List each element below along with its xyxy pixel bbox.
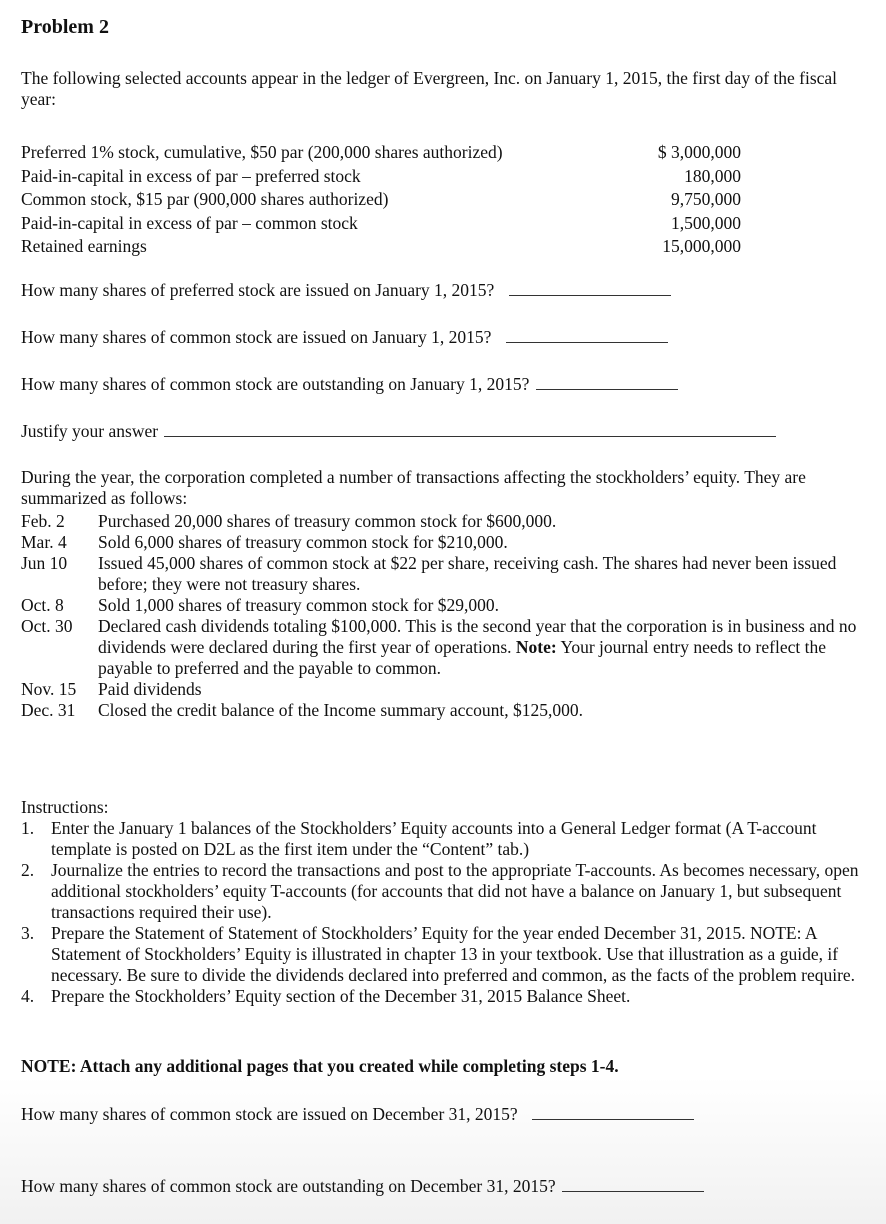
account-name: Paid-in-capital in excess of par – common stock: [21, 212, 358, 233]
account-row: [21, 188, 741, 212]
instruction-number: 2.: [21, 860, 35, 880]
attach-pages-note: NOTE: Attach any additional pages that you created while completing steps 1-4.: [21, 1056, 619, 1076]
account-amount: 15,000,000: [662, 236, 741, 256]
question-common-issued-jan: [21, 327, 668, 348]
instruction-item: [21, 986, 871, 1007]
problem-title: Problem 2: [21, 16, 109, 38]
instruction-text: Enter the January 1 balances of the Stockholders’ Equity accounts into a General Ledger format (A T-account template is posted on D2L as the first item under the “Content” tab.): [51, 818, 817, 859]
account-amount: 180,000: [684, 165, 741, 186]
transaction-text: Closed the credit balance of the Income summary account, $125,000.: [98, 700, 583, 720]
transaction-body: Declared cash dividends totaling $100,000. This is the second year that the corporation is in business and no dividends were declared during the first year of operations.: [98, 616, 857, 657]
account-amount: 1,500,000: [671, 212, 741, 233]
transaction-row: [21, 532, 871, 553]
question-text: Justify your answer: [21, 421, 159, 441]
account-name: Common stock, $15 par (900,000 shares authorized): [21, 189, 389, 209]
transactions-intro: During the year, the corporation completed a number of transactions affecting the stockholders’ equity. They are summarized as follows:: [21, 467, 806, 508]
account-name: Preferred 1% stock, cumulative, $50 par (200,000 shares authorized): [21, 142, 503, 162]
question-justify: [21, 421, 776, 442]
instruction-text: Prepare the Stockholders’ Equity section of the December 31, 2015 Balance Sheet.: [51, 986, 631, 1006]
transaction-row: [21, 700, 871, 721]
transaction-text: Purchased 20,000 shares of treasury common stock for $600,000.: [98, 511, 557, 531]
transaction-text: Sold 1,000 shares of treasury common stock for $29,000.: [98, 595, 499, 615]
accounts-list: [21, 141, 741, 259]
transaction-row: [21, 511, 871, 532]
transaction-text: Paid dividends: [98, 679, 202, 699]
transaction-text: Sold 6,000 shares of treasury common stock for $210,000.: [98, 532, 508, 552]
transaction-row: [21, 679, 871, 700]
account-amount: $ 3,000,000: [657, 142, 741, 162]
transaction-date: Jun 10: [21, 553, 68, 573]
account-row: [21, 141, 741, 165]
transaction-row: [21, 616, 871, 679]
instruction-number: 4.: [21, 986, 35, 1006]
answer-blank[interactable]: [164, 422, 776, 437]
instructions-list: [21, 818, 871, 1007]
transaction-date: Oct. 8: [21, 595, 64, 615]
transaction-date: Mar. 4: [21, 532, 67, 552]
question-common-outstanding-dec: [21, 1176, 704, 1197]
note-text: Your journal entry needs to reflect the payable to preferred and the payable to common.: [98, 637, 826, 678]
instruction-number: 1.: [21, 818, 35, 838]
instruction-item: [21, 923, 871, 986]
question-text: How many shares of common stock are issued on December 31, 2015?: [21, 1104, 518, 1124]
instruction-item: [21, 818, 871, 860]
transaction-date: Nov. 15: [21, 679, 77, 699]
answer-blank[interactable]: [532, 1105, 694, 1120]
transaction-text: Issued 45,000 shares of common stock at $22 per share, receiving cash. The shares had never been issued before; they were not treasury shares.: [98, 553, 837, 594]
instruction-text: Prepare the Statement of Statement of Stockholders’ Equity for the year ended December 31, 2015. NOTE: A Statement of Stockholders’ Equity is illustrated in chapter 13 in your textbook. Use that illustration as a guide, if necessary. Be sure to divide the dividends declared into preferred and common, as the facts of the problem require.: [51, 923, 856, 985]
transaction-text: [98, 616, 871, 679]
question-text: How many shares of preferred stock are issued on January 1, 2015?: [21, 280, 495, 300]
answer-blank[interactable]: [536, 375, 678, 390]
answer-blank[interactable]: [509, 281, 671, 296]
account-row: [21, 235, 741, 259]
transactions-list: [21, 511, 871, 721]
transaction-row: [21, 595, 871, 616]
question-text: How many shares of common stock are issued on January 1, 2015?: [21, 327, 492, 347]
intro-paragraph: The following selected accounts appear in the ledger of Evergreen, Inc. on January 1, 2015, the first day of the fiscal year:: [21, 68, 838, 109]
question-common-outstanding-jan: [21, 374, 678, 395]
question-text: How many shares of common stock are outstanding on January 1, 2015?: [21, 374, 530, 394]
transaction-date: Oct. 30: [21, 616, 73, 636]
answer-blank[interactable]: [506, 328, 668, 343]
transaction-row: [21, 553, 871, 595]
note-label: Note:: [515, 637, 557, 657]
question-preferred-issued-jan: [21, 280, 671, 301]
account-name: Retained earnings: [21, 236, 147, 256]
account-row: [21, 165, 741, 189]
account-name: Paid-in-capital in excess of par – preferred stock: [21, 165, 361, 186]
account-amount: 9,750,000: [671, 189, 741, 209]
instruction-text: Journalize the entries to record the transactions and post to the appropriate T-accounts. As becomes necessary, open additional stockholders’ equity T-accounts (for accounts that did not have a balance on January 1, but subsequent transactions required their use).: [51, 860, 859, 922]
question-text: How many shares of common stock are outstanding on December 31, 2015?: [21, 1176, 556, 1196]
instruction-item: [21, 860, 871, 923]
instruction-number: 3.: [21, 923, 35, 943]
transaction-date: Dec. 31: [21, 700, 76, 720]
transaction-date: Feb. 2: [21, 511, 65, 531]
instructions-heading: Instructions:: [21, 797, 109, 817]
question-common-issued-dec: [21, 1104, 694, 1125]
account-row: [21, 212, 741, 236]
answer-blank[interactable]: [562, 1177, 704, 1192]
